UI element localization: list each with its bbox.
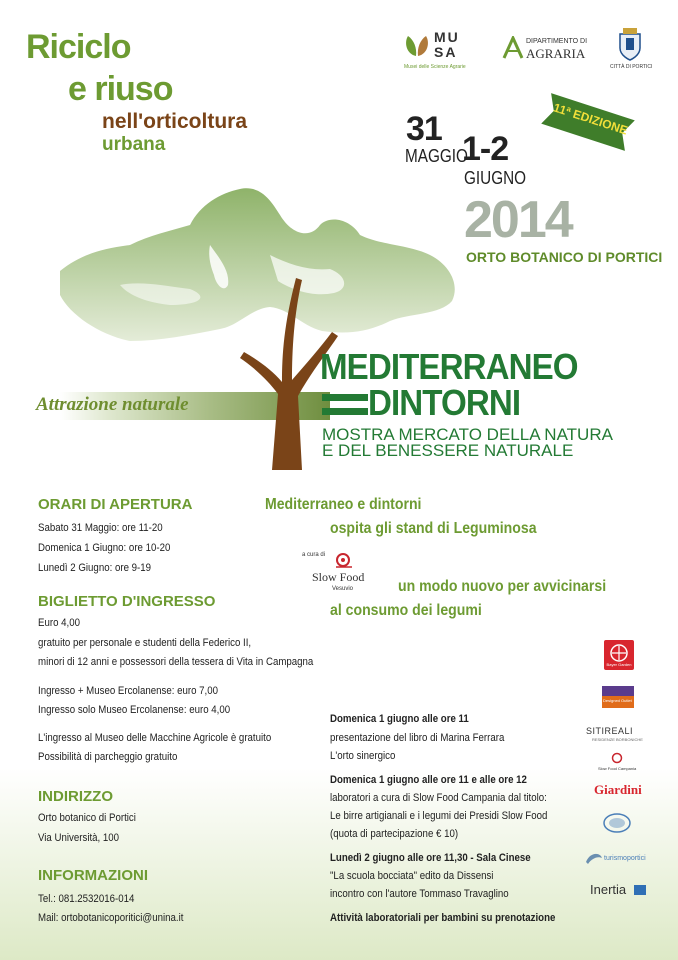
event-year: 2014 — [464, 191, 572, 249]
event-place: ORTO BOTANICO DI PORTICI — [466, 249, 663, 265]
snail-icon — [610, 752, 624, 764]
agraria-name: AGRARIA — [526, 46, 586, 61]
info-phone: Tel.: 081.2532016-014 — [38, 893, 135, 905]
slowfood-campania-logo — [598, 752, 638, 774]
swirl-icon — [584, 850, 604, 866]
badge-icon — [602, 812, 632, 834]
ticket-note-2: Possibilità di parcheggio gratuito — [38, 751, 178, 763]
address-heading: INDIRIZZO — [38, 788, 113, 805]
program-title: Lunedì 2 giugno alle ore 11,30 - Sala Cinese — [330, 852, 531, 864]
inertia-logo — [590, 882, 650, 902]
ticket-free-2: minori di 12 anni e possessori della tessera di Vita in Campagna — [38, 656, 314, 668]
musa-logo — [404, 30, 494, 74]
sitireali-sub: RESIDENZE BORBONICHE — [592, 737, 643, 742]
hours-line: Domenica 1 Giugno: ore 10-20 — [38, 542, 171, 554]
agraria-logo — [502, 34, 592, 64]
leguminosa-line-2: ospita gli stand di Leguminosa — [330, 520, 537, 537]
info-heading: INFORMAZIONI — [38, 867, 148, 884]
hours-heading: ORARI DI APERTURA — [38, 496, 193, 513]
sitireali-logo — [586, 722, 648, 744]
title-line-2: e riuso — [68, 70, 173, 108]
turismo-portici-logo — [584, 850, 652, 870]
event-subtitle-1: MOSTRA MERCATO DELLA NATURA — [322, 425, 613, 444]
hours-line: Lunedì 2 Giugno: ore 9-19 — [38, 562, 152, 574]
portici-logo — [612, 28, 652, 72]
program-title: Attività laboratoriali per bambini su prenotazione — [330, 912, 556, 924]
agraria-dept: DIPARTIMENTO DI — [526, 38, 588, 45]
ticket-note-1: L'ingresso al Museo delle Macchine Agricole è gratuito — [38, 732, 272, 744]
turismo-label: turismoportici — [604, 855, 646, 862]
giardini-logo — [594, 782, 642, 800]
event-subtitle-2: E DEL BENESSERE NATURALE — [322, 441, 574, 460]
title-line-1: Riciclo — [26, 28, 131, 66]
acura-label: a cura di — [302, 552, 326, 558]
edition-text: 11ª EDIZIONE — [551, 100, 630, 138]
equals-mark — [322, 390, 368, 420]
slowfood-campania-label: Slow Food Campania — [598, 766, 637, 771]
stamp-logo — [602, 812, 632, 834]
program-line: "La scuola bocciata" edito da Dissensi — [330, 870, 494, 882]
program-title: Domenica 1 giugno alle ore 11 — [330, 713, 469, 725]
address-line-2: Via Università, 100 — [38, 832, 120, 844]
program-title: Domenica 1 giugno alle ore 11 e alle ore 12 — [330, 774, 527, 786]
date-days-2: 1-2 — [462, 130, 509, 168]
title-line-4: urbana — [102, 134, 166, 155]
bayer-label: Bayer Garden — [606, 662, 632, 667]
program-line: presentazione del libro di Marina Ferrara — [330, 732, 505, 744]
slogan-text: Attrazione naturale — [36, 394, 189, 415]
musa-mark: MU SA — [434, 29, 460, 60]
slowfood-label: Slow Food — [312, 570, 365, 584]
musa-subtitle: Musei delle Scienze Agrarie — [404, 64, 466, 70]
edition-badge — [536, 86, 640, 158]
designed-outlet-logo — [602, 686, 634, 708]
program-line: incontro con l'autore Tommaso Travaglino — [330, 888, 509, 900]
sitireali-label: SITIREALI — [586, 726, 634, 736]
hours-line: Sabato 31 Maggio: ore 11-20 — [38, 522, 163, 534]
leguminosa-line-1: Mediterraneo e dintorni — [265, 496, 422, 513]
portici-caption: CITTÀ DI PORTICI — [610, 64, 653, 70]
ticket-free-1: gratuito per personale e studenti della Federico II, — [38, 637, 252, 649]
program-line: Le birre artigianali e i legumi dei Presidi Slow Food — [330, 810, 548, 822]
address-line-1: Orto botanico di Portici — [38, 812, 136, 824]
event-name-line-1: MEDITERRANEO — [320, 346, 578, 387]
ticket-heading: BIGLIETTO D'INGRESSO — [38, 593, 216, 610]
leguminosa-line-4: al consumo dei legumi — [330, 602, 482, 619]
ticket-combo-2: Ingresso solo Museo Ercolanense: euro 4,00 — [38, 704, 231, 716]
info-email: Mail: ortobotanicoporitici@unina.it — [38, 912, 184, 924]
ticket-combo-1: Ingresso + Museo Ercolanense: euro 7,00 — [38, 685, 219, 697]
date-month-2: GIUGNO — [464, 168, 527, 188]
ticket-price: Euro 4,00 — [38, 617, 80, 629]
leaf-icon — [404, 34, 430, 58]
date-month-1: MAGGIO — [405, 146, 468, 166]
snail-icon — [334, 552, 354, 568]
inertia-label: Inertia — [590, 882, 627, 897]
program-line: L'orto sinergico — [330, 750, 396, 762]
program-line: (quota di partecipazione € 10) — [330, 828, 459, 840]
leguminosa-line-3: un modo nuovo per avvicinarsi — [398, 578, 607, 595]
event-name-line-2: DINTORNI — [368, 382, 521, 423]
title-line-3: nell'orticoltura — [102, 110, 248, 133]
vesuvio-label: Vesuvio — [332, 586, 354, 592]
coat-of-arms-icon — [612, 28, 648, 62]
date-day-1: 31 — [406, 110, 442, 148]
bayer-garden-logo — [604, 640, 634, 670]
agraria-a-icon — [502, 36, 524, 60]
giardini-label: Giardini — [594, 782, 642, 797]
designed-label: Designed Outlet — [603, 698, 632, 703]
program-line: laboratori a cura di Slow Food Campania dal titolo: — [330, 792, 547, 804]
